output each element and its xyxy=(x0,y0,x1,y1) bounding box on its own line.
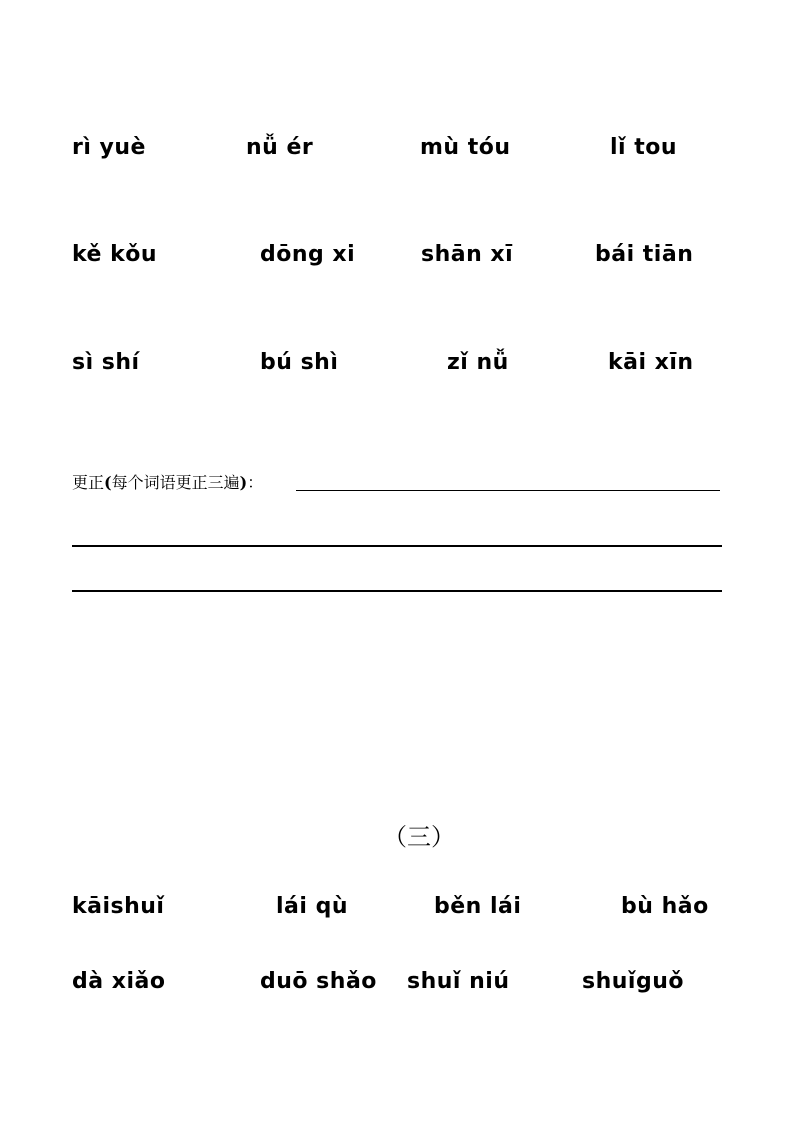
correction-detail: 每个词语更正三遍 xyxy=(111,473,240,492)
writing-line-3[interactable] xyxy=(72,590,722,592)
pinyin-word: nǚ ér xyxy=(246,135,314,160)
pinyin-word: bái tiān xyxy=(595,242,694,267)
pinyin-word: bù hǎo xyxy=(621,894,709,919)
pinyin-word: mù tóu xyxy=(420,135,511,160)
pinyin-word: běn lái xyxy=(434,894,522,919)
pinyin-word: rì yuè xyxy=(72,135,146,160)
paren-open: ( xyxy=(104,473,112,492)
correction-label: 更正 xyxy=(72,473,105,492)
correction-instruction xyxy=(72,472,263,494)
pinyin-word: shuǐ niú xyxy=(407,969,510,994)
writing-line-2[interactable] xyxy=(72,545,722,547)
writing-line-1[interactable] xyxy=(296,490,720,491)
pinyin-word: sì shí xyxy=(72,350,140,375)
pinyin-word: lǐ tou xyxy=(610,135,678,160)
pinyin-word: zǐ nǚ xyxy=(447,350,509,375)
pinyin-word: bú shì xyxy=(260,350,339,375)
colon: ： xyxy=(247,473,264,492)
pinyin-word: kāi xīn xyxy=(608,350,694,375)
section-title: （三） xyxy=(383,823,455,851)
pinyin-word: dà xiǎo xyxy=(72,969,166,994)
pinyin-word: lái qù xyxy=(276,894,348,919)
pinyin-word: shuǐguǒ xyxy=(582,969,684,994)
paren-close: ) xyxy=(239,473,248,492)
pinyin-word: kě kǒu xyxy=(72,242,158,267)
pinyin-word: dōng xi xyxy=(260,242,356,267)
pinyin-word: duō shǎo xyxy=(260,969,377,994)
pinyin-word: kāishuǐ xyxy=(72,894,165,919)
pinyin-word: shān xī xyxy=(421,242,514,267)
